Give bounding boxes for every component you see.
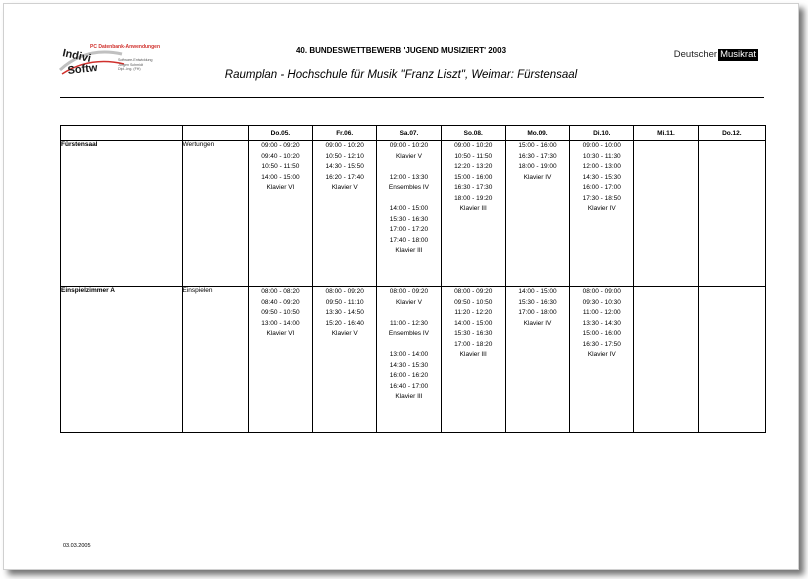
logo-word-1: Indivi xyxy=(61,47,92,65)
category-label: Klavier IV xyxy=(587,351,616,358)
schedule-cell xyxy=(634,141,698,287)
category-label: Klavier V xyxy=(395,298,422,306)
time-slot: 11:20 - 12:20 xyxy=(454,309,493,316)
header-divider xyxy=(60,97,764,98)
schedule-cell xyxy=(505,141,569,287)
schedule-cell xyxy=(377,287,441,433)
time-slot: 14:30 - 15:30 xyxy=(389,361,429,369)
time-slot: 17:00 - 18:00 xyxy=(518,309,557,316)
category-label: Klavier V xyxy=(395,152,422,160)
schedule-cell xyxy=(634,287,698,433)
category-label: Klavier III xyxy=(395,393,423,400)
header-day: Mi.11. xyxy=(634,126,698,141)
time-slot: 10:50 - 11:50 xyxy=(454,152,493,160)
time-slot: 09:50 - 10:50 xyxy=(261,309,300,316)
room-schedule-table xyxy=(60,125,766,433)
schedule-cell xyxy=(698,287,765,433)
document-subtitle: Raumplan - Hochschule für Musik "Franz Liszt", Weimar: Fürstensaal xyxy=(224,69,578,81)
time-slot: 09:00 - 10:20 xyxy=(389,142,429,149)
schedule-cell xyxy=(313,287,377,433)
logo-word-2: Softw xyxy=(67,61,99,77)
schedule-cell xyxy=(570,141,634,287)
time-slot: 15:30 - 16:30 xyxy=(454,330,493,337)
time-slot: 15:00 - 16:00 xyxy=(454,173,493,181)
time-slot: 15:00 - 16:00 xyxy=(518,142,557,149)
time-slot: 11:00 - 12:30 xyxy=(390,319,428,327)
time-slot: 13:30 - 14:30 xyxy=(582,319,621,327)
time-slot: 14:00 - 15:00 xyxy=(518,288,557,295)
time-slot: 12:00 - 13:00 xyxy=(582,163,621,170)
category-label: Klavier III xyxy=(459,351,487,358)
table-header-row xyxy=(61,126,766,141)
time-slot: 09:00 - 10:20 xyxy=(325,142,364,149)
time-slot: 16:20 - 17:40 xyxy=(325,173,364,181)
time-slot: 15:20 - 16:40 xyxy=(325,319,364,327)
time-slot: 08:00 - 09:00 xyxy=(582,288,621,295)
print-date: 03.03.2005 xyxy=(63,543,91,549)
time-slot: 09:00 - 10:00 xyxy=(582,142,621,149)
logo-address: Software-Entwicklung Jürgen Schmidt Dipl.-Ing. (FH) xyxy=(118,58,153,71)
header-day: Mo.09. xyxy=(505,126,569,141)
header-day: So.08. xyxy=(441,126,505,141)
time-slot: 10:30 - 11:30 xyxy=(582,152,621,160)
category-label: Ensembles IV xyxy=(388,184,430,191)
header-room xyxy=(61,126,183,141)
schedule-cell xyxy=(248,141,312,287)
brand-text: Deutscher xyxy=(673,49,718,60)
time-slot: 16:30 - 17:50 xyxy=(582,340,621,348)
time-slot: 17:00 - 17:20 xyxy=(389,226,429,233)
time-slot: 12:00 - 13:30 xyxy=(389,173,429,181)
time-slot: 17:00 - 18:20 xyxy=(454,340,493,348)
time-slot: 13:00 - 14:00 xyxy=(389,351,429,358)
time-slot: 14:30 - 15:50 xyxy=(325,163,364,170)
category-label: Klavier VI xyxy=(266,330,295,337)
category-label: Klavier IV xyxy=(587,205,616,212)
schedule-cell xyxy=(377,141,441,287)
document-title: 40. BUNDESWETTBEWERB 'JUGEND MUSIZIERT' 2003 xyxy=(295,46,507,55)
header-day: Do.05. xyxy=(248,126,312,141)
time-slot: 17:40 - 18:00 xyxy=(389,236,429,244)
header-day: Sa.07. xyxy=(377,126,441,141)
room-name: Einspielzimmer A xyxy=(61,287,183,433)
time-slot: 09:00 - 10:20 xyxy=(454,142,493,149)
table-row xyxy=(61,141,766,287)
category-label: Klavier V xyxy=(331,330,358,337)
brand-box-text: Musikrat xyxy=(720,49,756,60)
time-slot: 10:50 - 11:50 xyxy=(261,163,300,170)
time-slot: 16:30 - 17:30 xyxy=(454,184,493,191)
time-slot: 09:50 - 10:50 xyxy=(454,298,493,306)
time-slot: 09:00 - 09:20 xyxy=(261,142,300,149)
time-slot: 08:00 - 09:20 xyxy=(454,288,493,295)
time-slot: 17:30 - 18:50 xyxy=(582,194,621,202)
time-slot: 14:00 - 15:00 xyxy=(261,173,300,181)
time-slot: 15:30 - 16:30 xyxy=(518,298,557,306)
category-label: Klavier IV xyxy=(523,319,552,327)
time-slot: 12:20 - 13:20 xyxy=(454,163,493,170)
header-day: Do.12. xyxy=(698,126,765,141)
schedule-cell xyxy=(441,287,505,433)
time-slot: 09:30 - 10:30 xyxy=(582,298,621,306)
room-usage: Einspielen xyxy=(182,287,248,433)
schedule-cell xyxy=(248,287,312,433)
table-row xyxy=(61,287,766,433)
time-slot: 15:00 - 16:00 xyxy=(582,330,621,337)
time-slot: 13:00 - 14:00 xyxy=(261,319,300,327)
time-slot: 08:40 - 09:20 xyxy=(261,298,300,306)
entry-gap xyxy=(377,162,440,173)
schedule-cell xyxy=(698,141,765,287)
category-label: Klavier V xyxy=(331,184,358,191)
document-page xyxy=(3,3,799,570)
header-type xyxy=(182,126,248,141)
time-slot: 11:00 - 12:00 xyxy=(582,309,621,316)
time-slot: 14:30 - 15:30 xyxy=(582,173,621,181)
entry-gap xyxy=(377,308,440,319)
entry-gap xyxy=(377,340,440,351)
header-day: Fr.06. xyxy=(313,126,377,141)
time-slot: 15:30 - 16:30 xyxy=(389,215,429,223)
time-slot: 09:40 - 10:20 xyxy=(261,152,300,160)
time-slot: 08:00 - 09:20 xyxy=(389,288,429,295)
category-label: Ensembles IV xyxy=(388,330,430,337)
schedule-cell xyxy=(570,287,634,433)
time-slot: 16:00 - 16:20 xyxy=(389,372,429,379)
schedule-cell xyxy=(441,141,505,287)
time-slot: 16:00 - 17:00 xyxy=(582,184,621,191)
category-label: Klavier IV xyxy=(523,173,552,181)
category-label: Klavier III xyxy=(459,205,487,212)
room-usage: Wertungen xyxy=(182,141,248,287)
header-day: Di.10. xyxy=(570,126,634,141)
category-label: Klavier III xyxy=(395,247,423,254)
category-label: Klavier VI xyxy=(266,184,295,191)
logo-company-name: PC Datenbank-Anwendungen xyxy=(90,44,161,50)
schedule-cell xyxy=(505,287,569,433)
musikrat-logo xyxy=(674,49,758,60)
time-slot: 14:00 - 15:00 xyxy=(389,205,429,212)
time-slot: 13:30 - 14:50 xyxy=(325,309,364,316)
time-slot: 08:00 - 09:20 xyxy=(325,288,364,295)
time-slot: 18:00 - 19:20 xyxy=(454,194,493,202)
time-slot: 16:40 - 17:00 xyxy=(389,382,429,390)
room-name: Fürstensaal xyxy=(61,141,183,287)
time-slot: 09:50 - 11:10 xyxy=(325,298,364,306)
time-slot: 14:00 - 15:00 xyxy=(454,319,493,327)
entry-gap xyxy=(377,194,440,205)
schedule-cell xyxy=(313,141,377,287)
time-slot: 18:00 - 19:00 xyxy=(518,163,557,170)
time-slot: 10:50 - 12:10 xyxy=(325,152,364,160)
time-slot: 08:00 - 08:20 xyxy=(261,288,300,295)
time-slot: 16:30 - 17:30 xyxy=(518,152,557,160)
